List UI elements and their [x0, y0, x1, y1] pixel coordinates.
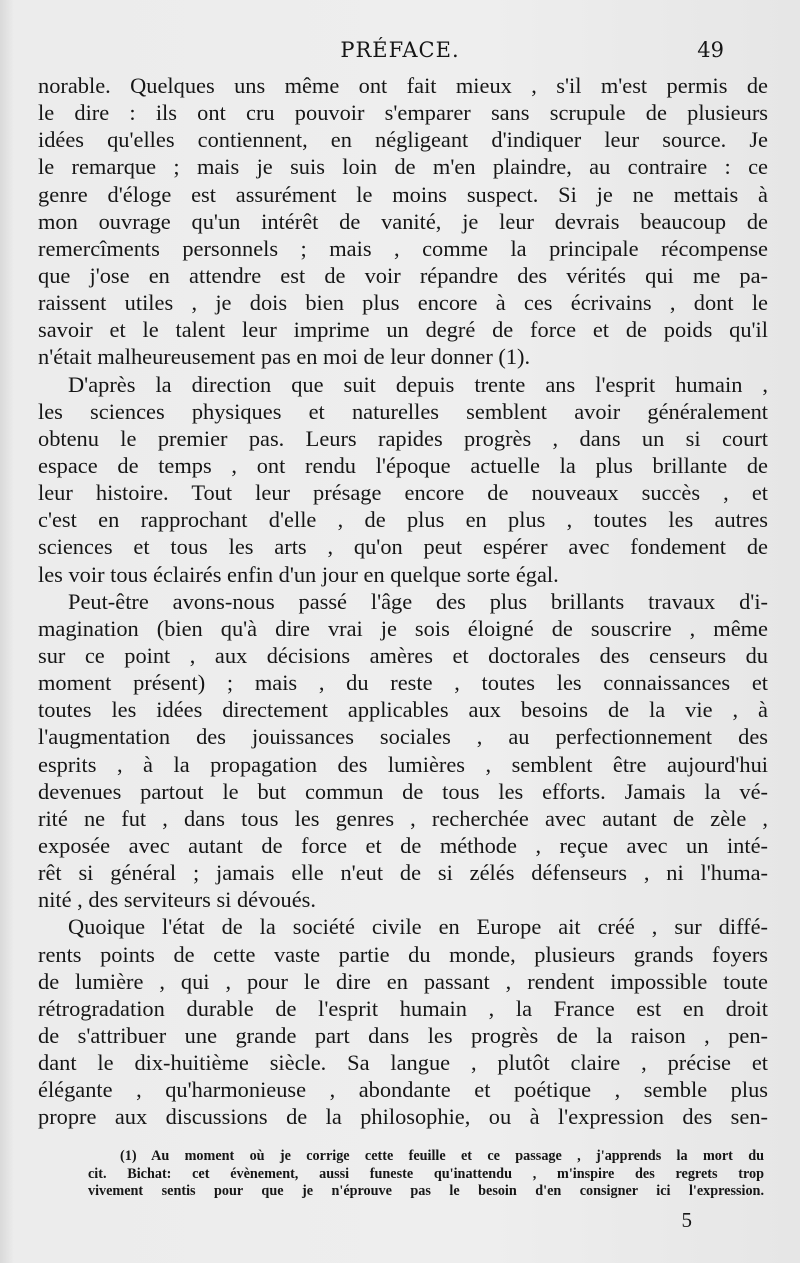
- running-head: [0, 38, 800, 70]
- text-line: les sciences physiques et naturelles semblent avoir généralement: [38, 398, 768, 424]
- text-line: élégante , qu'harmonieuse , abondante et poétique , semble plus: [38, 1077, 768, 1103]
- text-line: magination (bien qu'à dire vrai je sois éloigné de souscrire , même: [38, 615, 768, 641]
- text-line: norable. Quelques uns même ont fait mieux , s'il m'est permis de: [38, 73, 768, 98]
- text-line: toutes les idées directement applicables aux besoins de la vie , à: [38, 697, 768, 723]
- text-line: Peut-être avons-nous passé l'âge des plus brillants travaux d'i-: [68, 588, 768, 614]
- text-line: raissent utiles , je dois bien plus encore à ces écrivains , dont le: [38, 290, 768, 316]
- text-line: de s'attribuer une grande part dans les progrès de la raison , pen-: [38, 1022, 768, 1048]
- text-line: que j'ose en attendre est de voir répandre des vérités qui me pa-: [38, 262, 768, 288]
- footnote: [88, 1148, 764, 1201]
- body-text: [38, 72, 768, 1130]
- footnote-line: cit. Bichat: cet évènement, aussi funeste qu'inattendu , m'inspire des regrets trop: [88, 1165, 764, 1182]
- text-line: rétrogradation durable de l'esprit humain , la France est en droit: [38, 995, 768, 1021]
- text-line: moment présent) ; mais , du reste , toutes les connaissances et: [38, 670, 768, 696]
- text-line: l'augmentation des jouissances sociales , au perfectionnement des: [38, 724, 768, 750]
- signature-mark: 5: [681, 1208, 692, 1232]
- text-line: le dire : ils ont cru pouvoir s'emparer sans scrupule de plusieurs: [38, 100, 768, 126]
- text-line: n'était malheureusement pas en moi de leur donner (1).: [38, 344, 531, 370]
- text-line: D'après la direction que suit depuis trente ans l'esprit humain ,: [68, 371, 768, 397]
- text-line: leur histoire. Tout leur présage encore de nouveaux succès , et: [38, 480, 768, 506]
- text-line: savoir et le talent leur imprime un degré de force et de poids qu'il: [38, 317, 768, 343]
- text-line: esprits , à la propagation des lumières , semblent être aujourd'hui: [38, 751, 768, 777]
- text-line: rents points de cette vaste partie du monde, plusieurs grands foyers: [38, 941, 768, 967]
- text-line: exposée avec autant de force et de méthode , reçue avec un inté-: [38, 832, 768, 858]
- text-line: dant le dix-huitième siècle. Sa langue , plutôt claire , précise et: [38, 1050, 768, 1076]
- text-line: devenues partout le but commun de tous les efforts. Jamais la vé-: [38, 778, 768, 804]
- page-number: 49: [697, 38, 724, 62]
- text-line: le remarque ; mais je suis loin de m'en plaindre, au contraire : ce: [38, 154, 768, 180]
- footnote-line: vivement sentis pour que je n'éprouve pas le besoin d'en consigner ici l'expression.: [88, 1183, 764, 1199]
- text-line: rité ne fut , dans tous les genres , recherchée avec autant de zèle ,: [38, 805, 768, 831]
- text-line: rêt si général ; jamais elle n'eut de si zélés défenseurs , ni l'huma-: [38, 860, 768, 886]
- page-title: PRÉFACE.: [340, 38, 460, 62]
- text-line: mon ouvrage qu'un intérêt de vanité, je leur devrais beaucoup de: [38, 208, 768, 234]
- text-line: genre d'éloge est assurément le moins suspect. Si je ne mettais à: [38, 181, 768, 207]
- text-line: nité , des serviteurs si dévoués.: [38, 887, 316, 913]
- text-line: sciences et tous les arts , qu'on peut espérer avec fondement de: [38, 534, 768, 560]
- text-line: remercîments personnels ; mais , comme la principale récompense: [38, 235, 768, 261]
- text-line: idées qu'elles contiennent, en négligeant d'indiquer leur source. Je: [38, 127, 768, 153]
- footnote-line: (1) Au moment où je corrige cette feuille et ce passage , j'apprends la mort du: [120, 1148, 764, 1164]
- text-line: espace de temps , ont rendu l'époque actuelle la plus brillante de: [38, 452, 768, 478]
- text-line: Quoique l'état de la société civile en Europe ait créé , sur diffé-: [68, 914, 768, 940]
- text-line: sur ce point , aux décisions amères et doctorales des censeurs du: [38, 642, 768, 668]
- text-line: de lumière , qui , pour le dire en passant , rendent impossible toute: [38, 968, 768, 994]
- text-line: c'est en rapprochant d'elle , de plus en plus , toutes les autres: [38, 507, 768, 533]
- text-line: obtenu le premier pas. Leurs rapides progrès , dans un si court: [38, 425, 768, 451]
- text-line: les voir tous éclairés enfin d'un jour en quelque sorte égal.: [38, 561, 559, 587]
- text-line: propre aux discussions de la philosophie, ou à l'expression des sen-: [38, 1104, 768, 1130]
